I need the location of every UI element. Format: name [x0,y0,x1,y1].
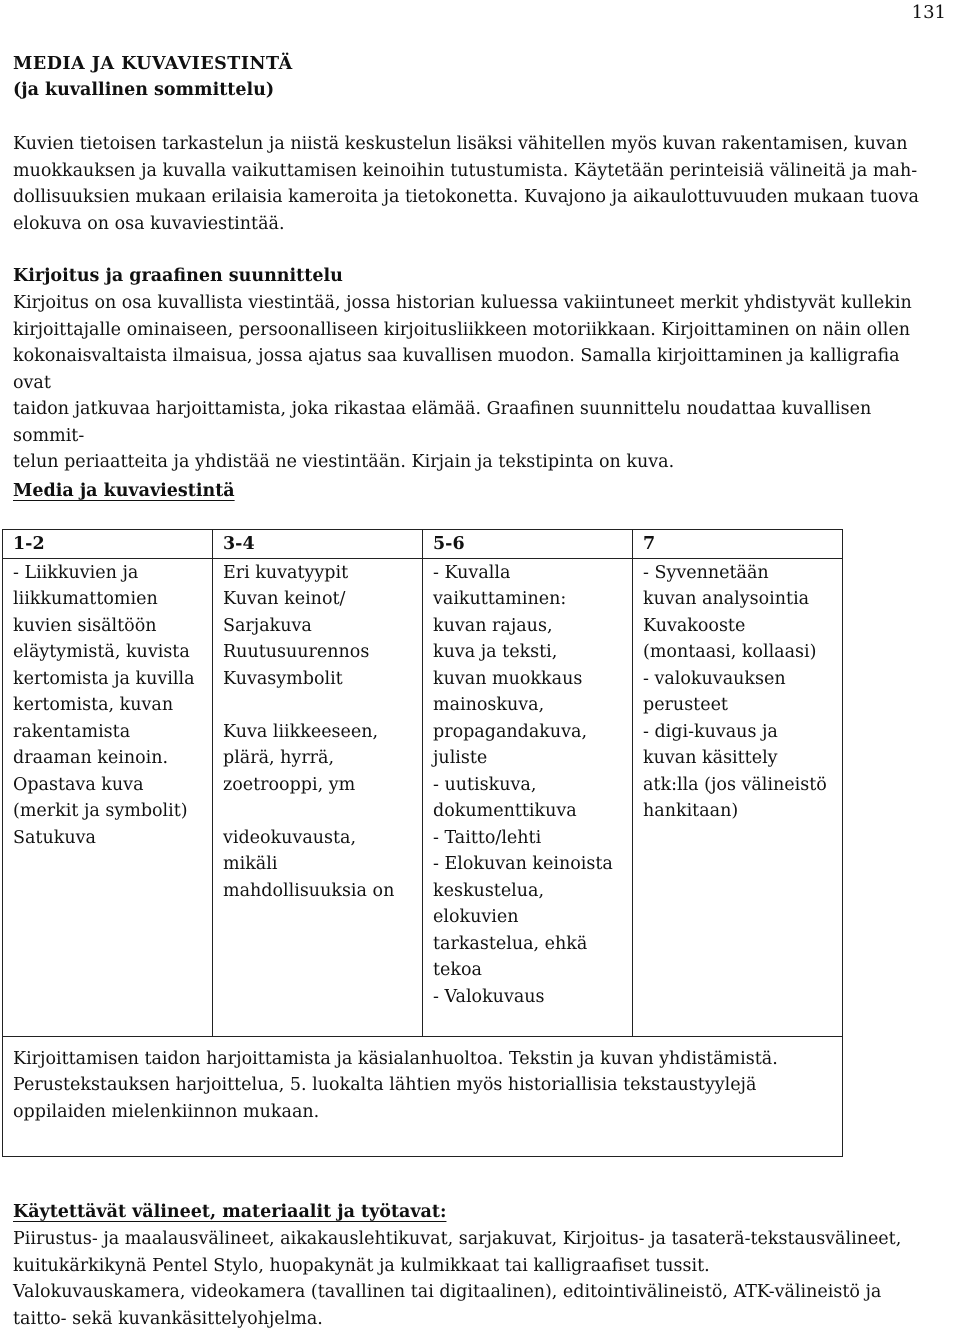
page-number: 131 [911,2,946,23]
column-header-grades-3-4: 3-4 [213,530,423,559]
table-header-row [3,530,843,559]
table-cell-grades-3-4: Eri kuvatyypit Kuvan keinot/ Sarjakuva Ruutusuurennos Kuvasymbolit Kuva liikkeeseen, plärä, hyrrä, zoetrooppi, ym videokuvausta, mikäli mahdollisuuksia on [213,558,423,1036]
page-title: MEDIA JA KUVAVIESTINTÄ [13,54,293,74]
column-header-grades-5-6: 5-6 [423,530,633,559]
page-subtitle: (ja kuvallinen sommittelu) [13,80,275,100]
table-cell-grades-1-2: - Liikkuvien ja liikkumattomien kuvien sisältöön eläytymistä, kuvista kertomista ja kuvilla kertomista, kuvan rakentamista draaman keinoin. Opastava kuva (merkit ja symbolit) Satukuva [3,558,213,1036]
table-row [3,558,843,1036]
table-footer-cell: Kirjoittamisen taidon harjoittamista ja käsialanhuoltoa. Tekstin ja kuvan yhdistämistä. Perustekstauksen harjoittelua, 5. luokalta lähtien myös historiallisia tekstaustyylejä oppilaiden mielenkiinnon mukaan. [3,1036,843,1156]
writing-section-heading: Kirjoitus ja graafinen suunnittelu [13,266,343,286]
writing-section-paragraph: Kirjoitus on osa kuvallista viestintää, jossa historian kuluessa vakiintuneet merkit yhdistyvät kullekin kirjoittajalle ominaiseen, persoonalliseen kirjoitusliikkeen motoriikkaan. Kirjoittaminen on näin ollen kokonaisvaltaista ilmaisua, jossa ajatus saa kuvallisen muodon. Samalla kirjoittaminen ja kalligrafia ovat taidon jatkuvaa harjoittamista, joka rikastaa elämää. Graafinen suunnittelu noudattaa kuvallisen sommit- telun periaatteita ja yhdistää ne viestintään. Kirjain ja tekstipinta on kuva. [13,293,912,472]
intro-paragraph: Kuvien tietoisen tarkastelun ja niistä keskustelun lisäksi vähitellen myös kuvan rakentamisen, kuvan muokkauksen ja kuvalla vaikuttamisen keinoihin tutustumista. Käytetään perinteisiä välineitä ja mah- dollisuuksien mukaan erilaisia kameroita ja tietokonetta. Kuvajono ja aikaulottuvuuden mukaan tuova elokuva on osa kuvaviestintää. [13,134,919,234]
materials-section-paragraph: Piirustus- ja maalausvälineet, aikakauslehtikuvat, sarjakuvat, Kirjoitus- ja tasaterä-tekstausvälineet, kuitukärkikynä Pentel Stylo, huopakynät ja kulmikkaat tai kalligraafiset tussit. Valokuvauskamera, videokamera (tavallinen tai digitaalinen), editointivälineistö, ATK-välineistö ja taitto- sekä kuvankäsittelyohjelma. [13,1229,902,1329]
column-header-grade-7: 7 [633,530,843,559]
media-section-heading: Media ja kuvaviestintä [13,481,235,501]
table-cell-grades-5-6: - Kuvalla vaikuttaminen: kuvan rajaus, kuva ja teksti, kuvan muokkaus mainoskuva, propagandakuva, juliste - uutiskuva, dokumenttikuva - Taitto/lehti - Elokuvan keinoista keskustelua, elokuvien tarkastelua, ehkä tekoa - Valokuvaus [423,558,633,1036]
table-footer-row [3,1036,843,1156]
title-block [13,51,943,103]
table-cell-grade-7: - Syvennetään kuvan analysointia Kuvakooste (montaasi, kollaasi) - valokuvauksen perusteet - digi-kuvaus ja kuvan käsittely atk:lla (jos välineistö hankitaan) [633,558,843,1036]
column-header-grades-1-2: 1-2 [3,530,213,559]
grade-level-table [2,529,843,1157]
materials-section-heading: Käytettävät välineet, materiaalit ja työtavat: [13,1202,447,1222]
